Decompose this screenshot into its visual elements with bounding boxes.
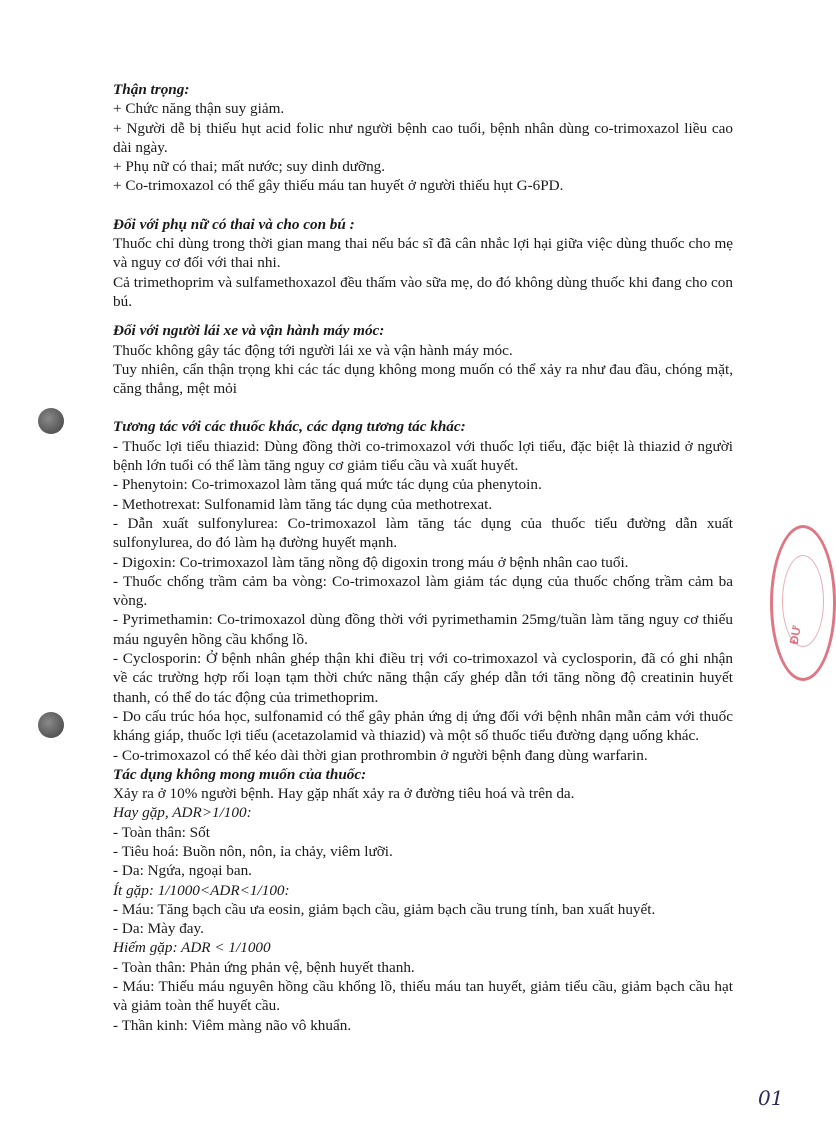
adverse-rare-label: Hiếm gặp: ADR < 1/1000 bbox=[113, 939, 271, 957]
adverse-item: - Máu: Tăng bạch cầu ưa eosin, giảm bạch cầu, giảm bạch cầu trung tính, ban xuất huyết. bbox=[113, 900, 656, 918]
interaction-item: - Dẫn xuất sulfonylurea: Co-trimoxazol làm tăng tác dụng của thuốc tiểu đường dẫn xuất sulfonylurea, do đó làm hạ đường huyết mạnh. bbox=[113, 514, 733, 552]
interaction-item: - Digoxin: Co-trimoxazol làm tăng nồng độ digoxin trong máu ở bệnh nhân cao tuổi. bbox=[113, 553, 629, 571]
punch-hole bbox=[38, 712, 64, 738]
interaction-item: - Cyclosporin: Ở bệnh nhân ghép thận khi điều trị với co-trimoxazol và cyclosporin, đã có ghi nhận về các trường hợp rối loạn tạm thời chức năng thận cấy ghép dẫn tới tăng nồng độ creatinin huyết thanh, có thể do tác động của trimethoprim. bbox=[113, 650, 733, 706]
stamp-text: ĐƯ bbox=[786, 624, 804, 646]
caution-line: + Người dễ bị thiếu hụt acid folic như người bệnh cao tuổi, bệnh nhân dùng co-trimoxazol liều cao dài ngày. bbox=[113, 119, 733, 156]
driving-line: Tuy nhiên, cẩn thận trọng khi các tác dụng không mong muốn có thể xảy ra như đau đầu, chóng mặt, căng thẳng, mệt mỏi bbox=[113, 360, 733, 398]
pregnancy-heading: Đối với phụ nữ có thai và cho con bú : bbox=[113, 215, 355, 233]
driving-line: Thuốc không gây tác động tới người lái xe và vận hành máy móc. bbox=[113, 341, 513, 359]
caution-heading: Thận trọng: bbox=[113, 81, 190, 98]
interaction-item: - Thuốc chống trầm cảm ba vòng: Co-trimoxazol làm giảm tác dụng của thuốc chống trầm cảm ba vòng. bbox=[113, 572, 733, 610]
interaction-item: - Phenytoin: Co-trimoxazol làm tăng quá mức tác dụng của phenytoin. bbox=[113, 476, 542, 494]
adverse-item: - Thần kinh: Viêm màng não vô khuẩn. bbox=[113, 1016, 352, 1034]
adverse-item: - Toàn thân: Sốt bbox=[113, 823, 210, 841]
interaction-item: - Thuốc lợi tiểu thiazid: Dùng đồng thời co-trimoxazol với thuốc lợi tiểu, đặc biệt là thiazid ở người bệnh lớn tuổi có thể làm tăng nguy cơ giảm tiểu cầu và xuất huyết. bbox=[113, 437, 733, 475]
pregnancy-line: Cả trimethoprim và sulfamethoxazol đều thấm vào sữa mẹ, do đó không dùng thuốc khi đang cho con bú. bbox=[113, 273, 733, 310]
punch-hole bbox=[38, 408, 64, 434]
adverse-item: - Da: Mày đay. bbox=[113, 920, 204, 938]
interactions-heading: Tương tác với các thuốc khác, các dạng tương tác khác: bbox=[113, 418, 466, 436]
driving-heading: Đối với người lái xe và vận hành máy móc: bbox=[113, 322, 385, 340]
interaction-item: - Co-trimoxazol có thể kéo dài thời gian prothrombin ở người bệnh đang dùng warfarin. bbox=[113, 746, 648, 764]
adverse-item: - Toàn thân: Phản ứng phản vệ, bệnh huyết thanh. bbox=[113, 958, 415, 976]
interaction-item: - Methotrexat: Sulfonamid làm tăng tác dụng của methotrexat. bbox=[113, 495, 493, 513]
adverse-uncommon-label: Ít gặp: 1/1000<ADR<1/100: bbox=[113, 881, 290, 899]
adverse-item: - Máu: Thiếu máu nguyên hồng cầu khổng lồ, thiếu máu tan huyết, giảm tiểu cầu, giảm bạch cầu hạt và giảm toàn thể huyết cầu. bbox=[113, 978, 733, 1015]
document-body bbox=[113, 80, 733, 1035]
caution-line: + Phụ nữ có thai; mất nước; suy dinh dưỡng. bbox=[113, 158, 386, 176]
handwritten-page-mark: 01 bbox=[758, 1086, 784, 1110]
pregnancy-line: Thuốc chỉ dùng trong thời gian mang thai nếu bác sĩ đã cân nhắc lợi hại giữa việc dùng thuốc cho mẹ và nguy cơ đối với thai nhi. bbox=[113, 235, 733, 272]
adverse-heading: Tác dụng không mong muốn của thuốc: bbox=[113, 765, 367, 783]
adverse-common-label: Hay gặp, ADR>1/100: bbox=[113, 804, 252, 822]
adverse-item: - Da: Ngứa, ngoại ban. bbox=[113, 862, 252, 880]
interaction-item: - Pyrimethamin: Co-trimoxazol dùng đồng thời với pyrimethamin 25mg/tuần làm tăng nguy cơ thiếu máu nguyên hồng cầu khổng lồ. bbox=[113, 611, 733, 648]
caution-line: + Chức năng thận suy giảm. bbox=[113, 100, 285, 118]
adverse-item: - Tiêu hoá: Buồn nôn, nôn, ỉa chảy, viêm lưỡi. bbox=[113, 842, 393, 860]
adverse-intro: Xảy ra ở 10% người bệnh. Hay gặp nhất xảy ra ở đường tiêu hoá và trên da. bbox=[113, 785, 575, 803]
interaction-item: - Do cấu trúc hóa học, sulfonamid có thể gây phản ứng dị ứng đối với bệnh nhân mẫn cảm với thuốc kháng giáp, thuốc lợi tiểu (acetazolamid và thiazid) và một số thuốc tiểu đường dạng uống khác. bbox=[113, 707, 733, 745]
caution-line: + Co-trimoxazol có thể gây thiếu máu tan huyết ở người thiếu hụt G-6PD. bbox=[113, 177, 564, 195]
